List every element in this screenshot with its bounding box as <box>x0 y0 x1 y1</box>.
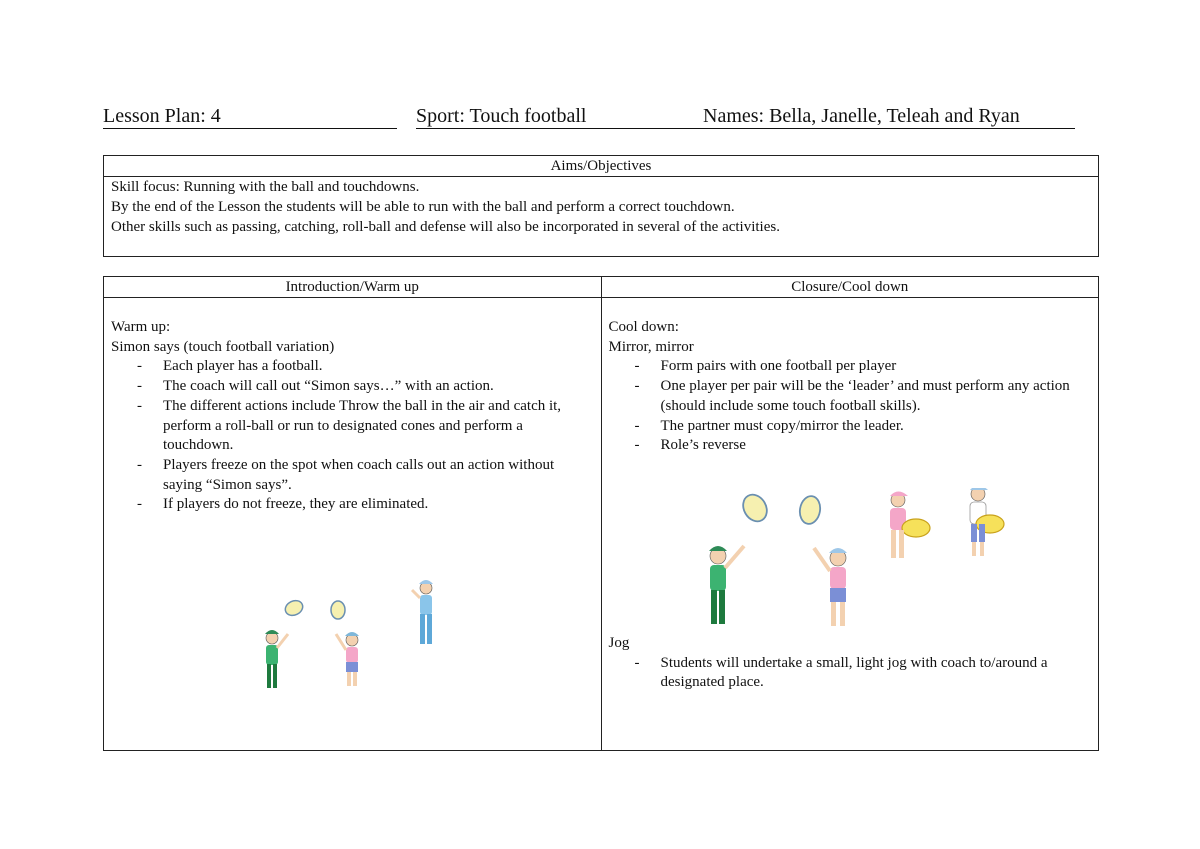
list-item: - Players freeze on the spot when coach calls out an action without saying “Simon says”. <box>163 456 594 495</box>
closure-list <box>609 357 1092 456</box>
list-item: - The different actions include Throw the ball in the air and catch it, perform a roll-ball or run to designated cones and perform a touchdown. <box>163 397 594 456</box>
list-item: - The partner must copy/mirror the leader. <box>661 417 1092 437</box>
closure-heading: Closure/Cool down <box>601 277 1099 298</box>
activities-table <box>103 276 1099 751</box>
closure-subtitle: Mirror, mirror <box>608 338 694 355</box>
aims-line: By the end of the Lesson the students will be able to run with the ball and perform a correct touchdown. <box>111 199 735 215</box>
sport-label: Sport: Touch football <box>416 103 715 129</box>
list-item: - Form pairs with one football per player <box>661 357 1092 377</box>
names-label: Names: Bella, Janelle, Teleah and Ryan <box>703 103 1075 129</box>
list-item: - Role’s reverse <box>661 436 1092 456</box>
aims-body <box>104 177 1099 257</box>
list-item: - Each player has a football. <box>163 357 594 377</box>
aims-line: Skill focus: Running with the ball and touchdowns. <box>111 179 420 195</box>
list-item: - Students will undertake a small, light jog with coach to/around a designated place. <box>661 654 1092 693</box>
aims-heading: Aims/Objectives <box>104 156 1099 177</box>
intro-list <box>111 357 594 515</box>
aims-table <box>103 155 1099 257</box>
jog-list <box>609 654 1092 693</box>
closure-title: Cool down: <box>608 319 679 335</box>
aims-line: Other skills such as passing, catching, roll-ball and defense will also be incorporated in several of the activities. <box>111 219 780 235</box>
warmup-illustration <box>254 568 454 708</box>
list-item: - One player per pair will be the ‘leader’ and must perform any action (should include some touch football skills). <box>661 377 1092 416</box>
list-item: - The coach will call out “Simon says…” with an action. <box>163 377 594 397</box>
lesson-plan-label: Lesson Plan: 4 <box>103 103 397 129</box>
list-item: - If players do not freeze, they are eliminated. <box>163 495 594 515</box>
intro-heading: Introduction/Warm up <box>104 277 602 298</box>
cooldown-illustration <box>700 488 1010 648</box>
closure-cell <box>601 298 1099 751</box>
intro-cell <box>104 298 602 751</box>
jog-title: Jog <box>608 634 630 651</box>
intro-subtitle: Simon says (touch football variation) <box>111 338 335 355</box>
intro-title: Warm up: <box>111 319 171 335</box>
